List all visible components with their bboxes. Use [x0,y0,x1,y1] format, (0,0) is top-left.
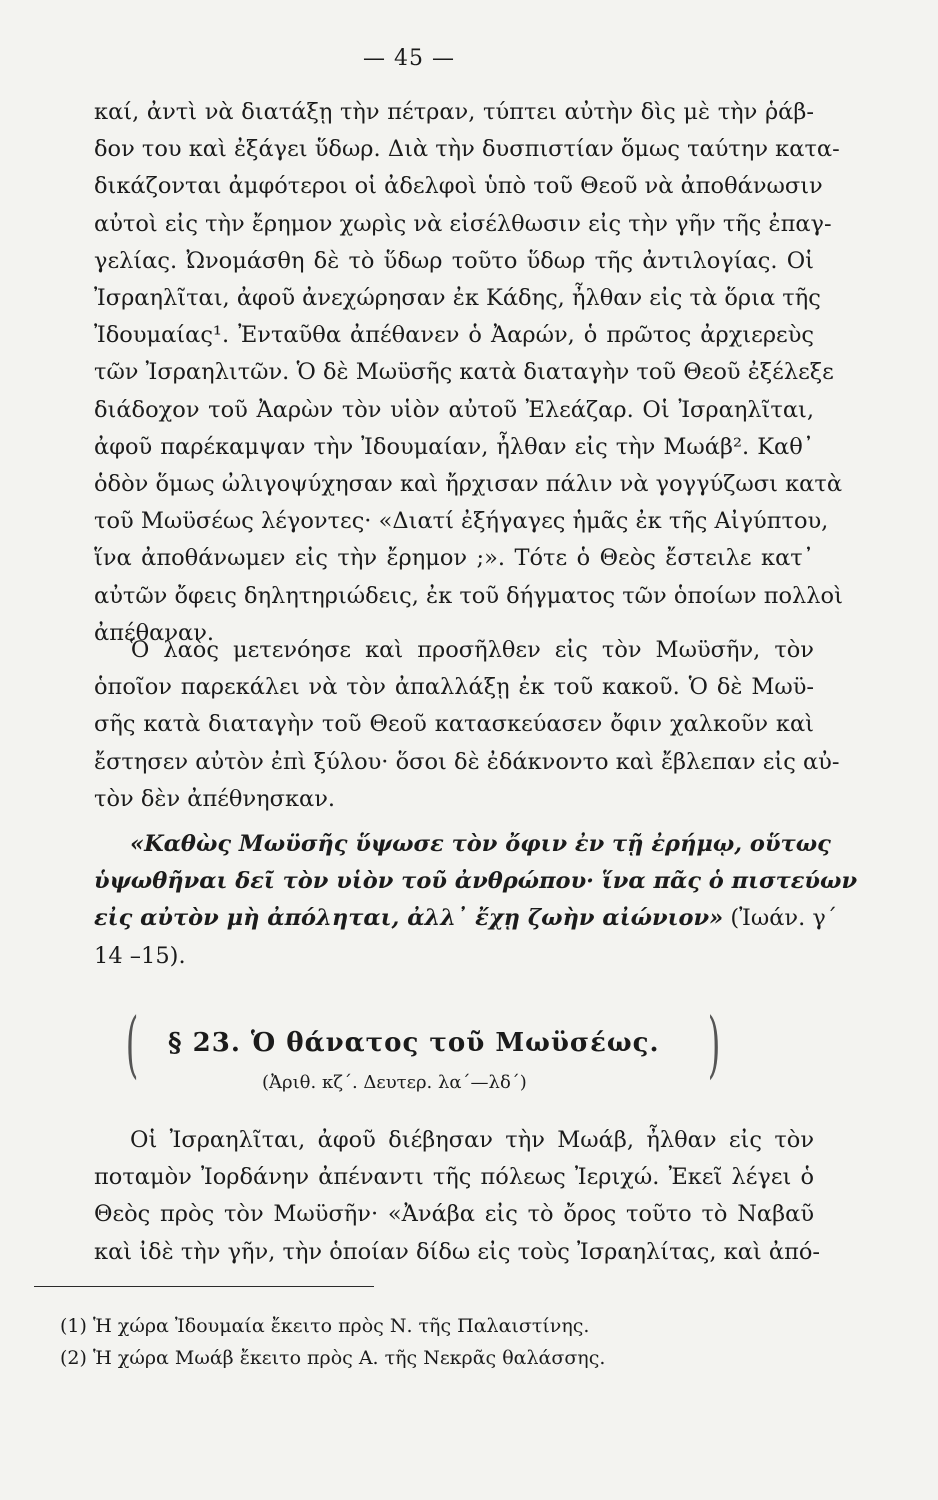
text-line: τῶν Ἰσραηλιτῶν. Ὁ δὲ Μωϋσῆς κατὰ διαταγὴν τοῦ Θεοῦ ἐξέλεξε [94,359,834,386]
text-line: Ἰδουμαίας¹. Ἐνταῦθα ἀπέθανεν ὁ Ἀαρών, ὁ πρῶτος ἀρχιερεὺς [94,322,814,349]
text-line: ἵνα ἀποθάνωμεν εἰς τὴν ἔρημον ;». Τότε ὁ Θεὸς ἔστειλε κατ᾽ [94,545,814,572]
text-line: Ὁ λαὸς μετενόησε καὶ προσῆλθεν εἰς τὸν Μωϋσῆν, τὸν [130,637,814,663]
text-line: Θεὸς πρὸς τὸν Μωϋσῆν· «Ἀνάβα εἰς τὸ ὄρος τοῦτο τὸ Ναβαῦ [94,1201,814,1228]
text-line: Οἱ Ἰσραηλῖται, ἀφοῦ διέβησαν τὴν Μωάβ, ἦλθαν εἰς τὸν [130,1127,814,1153]
text-line: τοῦ Μωϋσέως λέγοντες· «Διατί ἐξήγαγες ἡμᾶς ἐκ τῆς Αἰγύπτου, [94,508,829,535]
text-line: δικάζονται ἀμφότεροι οἱ ἀδελφοὶ ὑπὸ τοῦ Θεοῦ νὰ ἀποθάνωσιν [94,173,823,200]
text-line: ἔστησεν αὐτὸν ἐπὶ ξύλου· ὅσοι δὲ ἐδάκνοντο καὶ ἔβλεπαν εἰς αὐ- [94,748,840,775]
text-line: Ἰσραηλῖται, ἀφοῦ ἀνεχώρησαν ἐκ Κάδης, ἦλθαν εἰς τὰ ὅρια τῆς [94,285,821,312]
paragraph-2 [94,632,840,818]
quote-line: «Καθὼς Μωϋσῆς ὕψωσε τὸν ὄφιν ἐν τῇ ἐρήμῳ, οὕτως [130,831,831,857]
text-line: σῆς κατὰ διαταγὴν τοῦ Θεοῦ κατασκεύασεν ὄφιν χαλκοῦν καὶ [94,711,814,738]
text-line: αὐτῶν ὄφεις δηλητηριώδεις, ἐκ τοῦ δήγματος τῶν ὁποίων πολλοὶ [94,582,843,609]
text-line: ποταμὸν Ἰορδάνην ἀπέναντι τῆς πόλεως Ἰεριχώ. Ἐκεῖ λέγει ὁ [94,1164,814,1191]
page-number: — 45 — [363,46,455,71]
text-line: διάδοχον τοῦ Ἀαρὼν τὸν υἱὸν αὐτοῦ Ἐλεάζαρ. Οἱ Ἰσραηλῖται, [94,396,814,423]
footnote: (1) Ἡ χώρα Ἰδουμαία ἔκειτο πρὸς Ν. τῆς Παλαιστίνης. [60,1315,590,1337]
text-line: ἀφοῦ παρέκαμψαν τὴν Ἰδουμαίαν, ἦλθαν εἰς τὴν Μωάβ². Καθ᾽ [94,433,814,460]
section-heading: § 23. Ὁ θάνατος τοῦ Μωϋσέως. [168,1028,660,1058]
left-bracket-ornament: ( [125,1002,139,1086]
paragraph-1 [94,94,843,652]
quote-line-with-reference [94,900,838,937]
text-line: καί, ἀντὶ νὰ διατάξῃ τὴν πέτραν, τύπτει αὐτὴν δὶς μὲ τὴν ῥάβ- [94,99,814,125]
quote-reference-line: 14 –15). [94,942,186,969]
quote-line: εἰς αὐτὸν μὴ ἀπόληται, ἀλλ᾽ ἔχῃ ζωὴν αἰώνιον» [94,905,724,932]
footnote: (2) Ἡ χώρα Μωάβ ἔκειτο πρὸς Α. τῆς Νεκρᾶς θαλάσσης. [60,1347,606,1369]
text-line: τὸν δὲν ἀπέθνησκαν. [94,785,336,812]
text-line: καὶ ἰδὲ τὴν γῆν, τὴν ὁποίαν δίδω εἰς τοὺς Ἰσραηλίτας, καὶ ἀπό- [94,1238,821,1265]
footnote-divider [34,1286,374,1287]
quote-line: ὑψωθῆναι δεῖ τὸν υἱὸν τοῦ ἀνθρώπου· ἵνα πᾶς ὁ πιστεύων [94,868,858,895]
text-line: αὐτοὶ εἰς τὴν ἔρημον χωρὶς νὰ εἰσέλθωσιν εἰς τὴν γῆν τῆς ἐπαγ- [94,210,832,237]
section-reference: (Ἀριθ. κζ´. Δευτερ. λα´—λδ´) [262,1072,527,1093]
text-line: δον του καὶ ἐξάγει ὕδωρ. Διὰ τὴν δυσπιστίαν ὅμως ταύτην κατα- [94,136,840,163]
scripture-quote [94,826,858,975]
paragraph-3 [94,1122,821,1271]
right-bracket-ornament: ) [707,1002,721,1086]
footnotes [60,1310,800,1374]
quote-reference: (Ἰωάν. γ´ [730,905,838,932]
text-line: ὁδὸν ὅμως ὠλιγοψύχησαν καὶ ἤρχισαν πάλιν νὰ γογγύζωσι κατὰ [94,471,843,498]
text-line: ἀπέθαναν. [94,619,215,646]
text-line: γελίας. Ὠνομάσθη δὲ τὸ ὕδωρ τοῦτο ὕδωρ τῆς ἀντιλογίας. Οἱ [94,247,814,274]
text-line: ὁποῖον παρεκάλει νὰ τὸν ἀπαλλάξῃ ἐκ τοῦ κακοῦ. Ὁ δὲ Μωϋ- [94,674,814,701]
